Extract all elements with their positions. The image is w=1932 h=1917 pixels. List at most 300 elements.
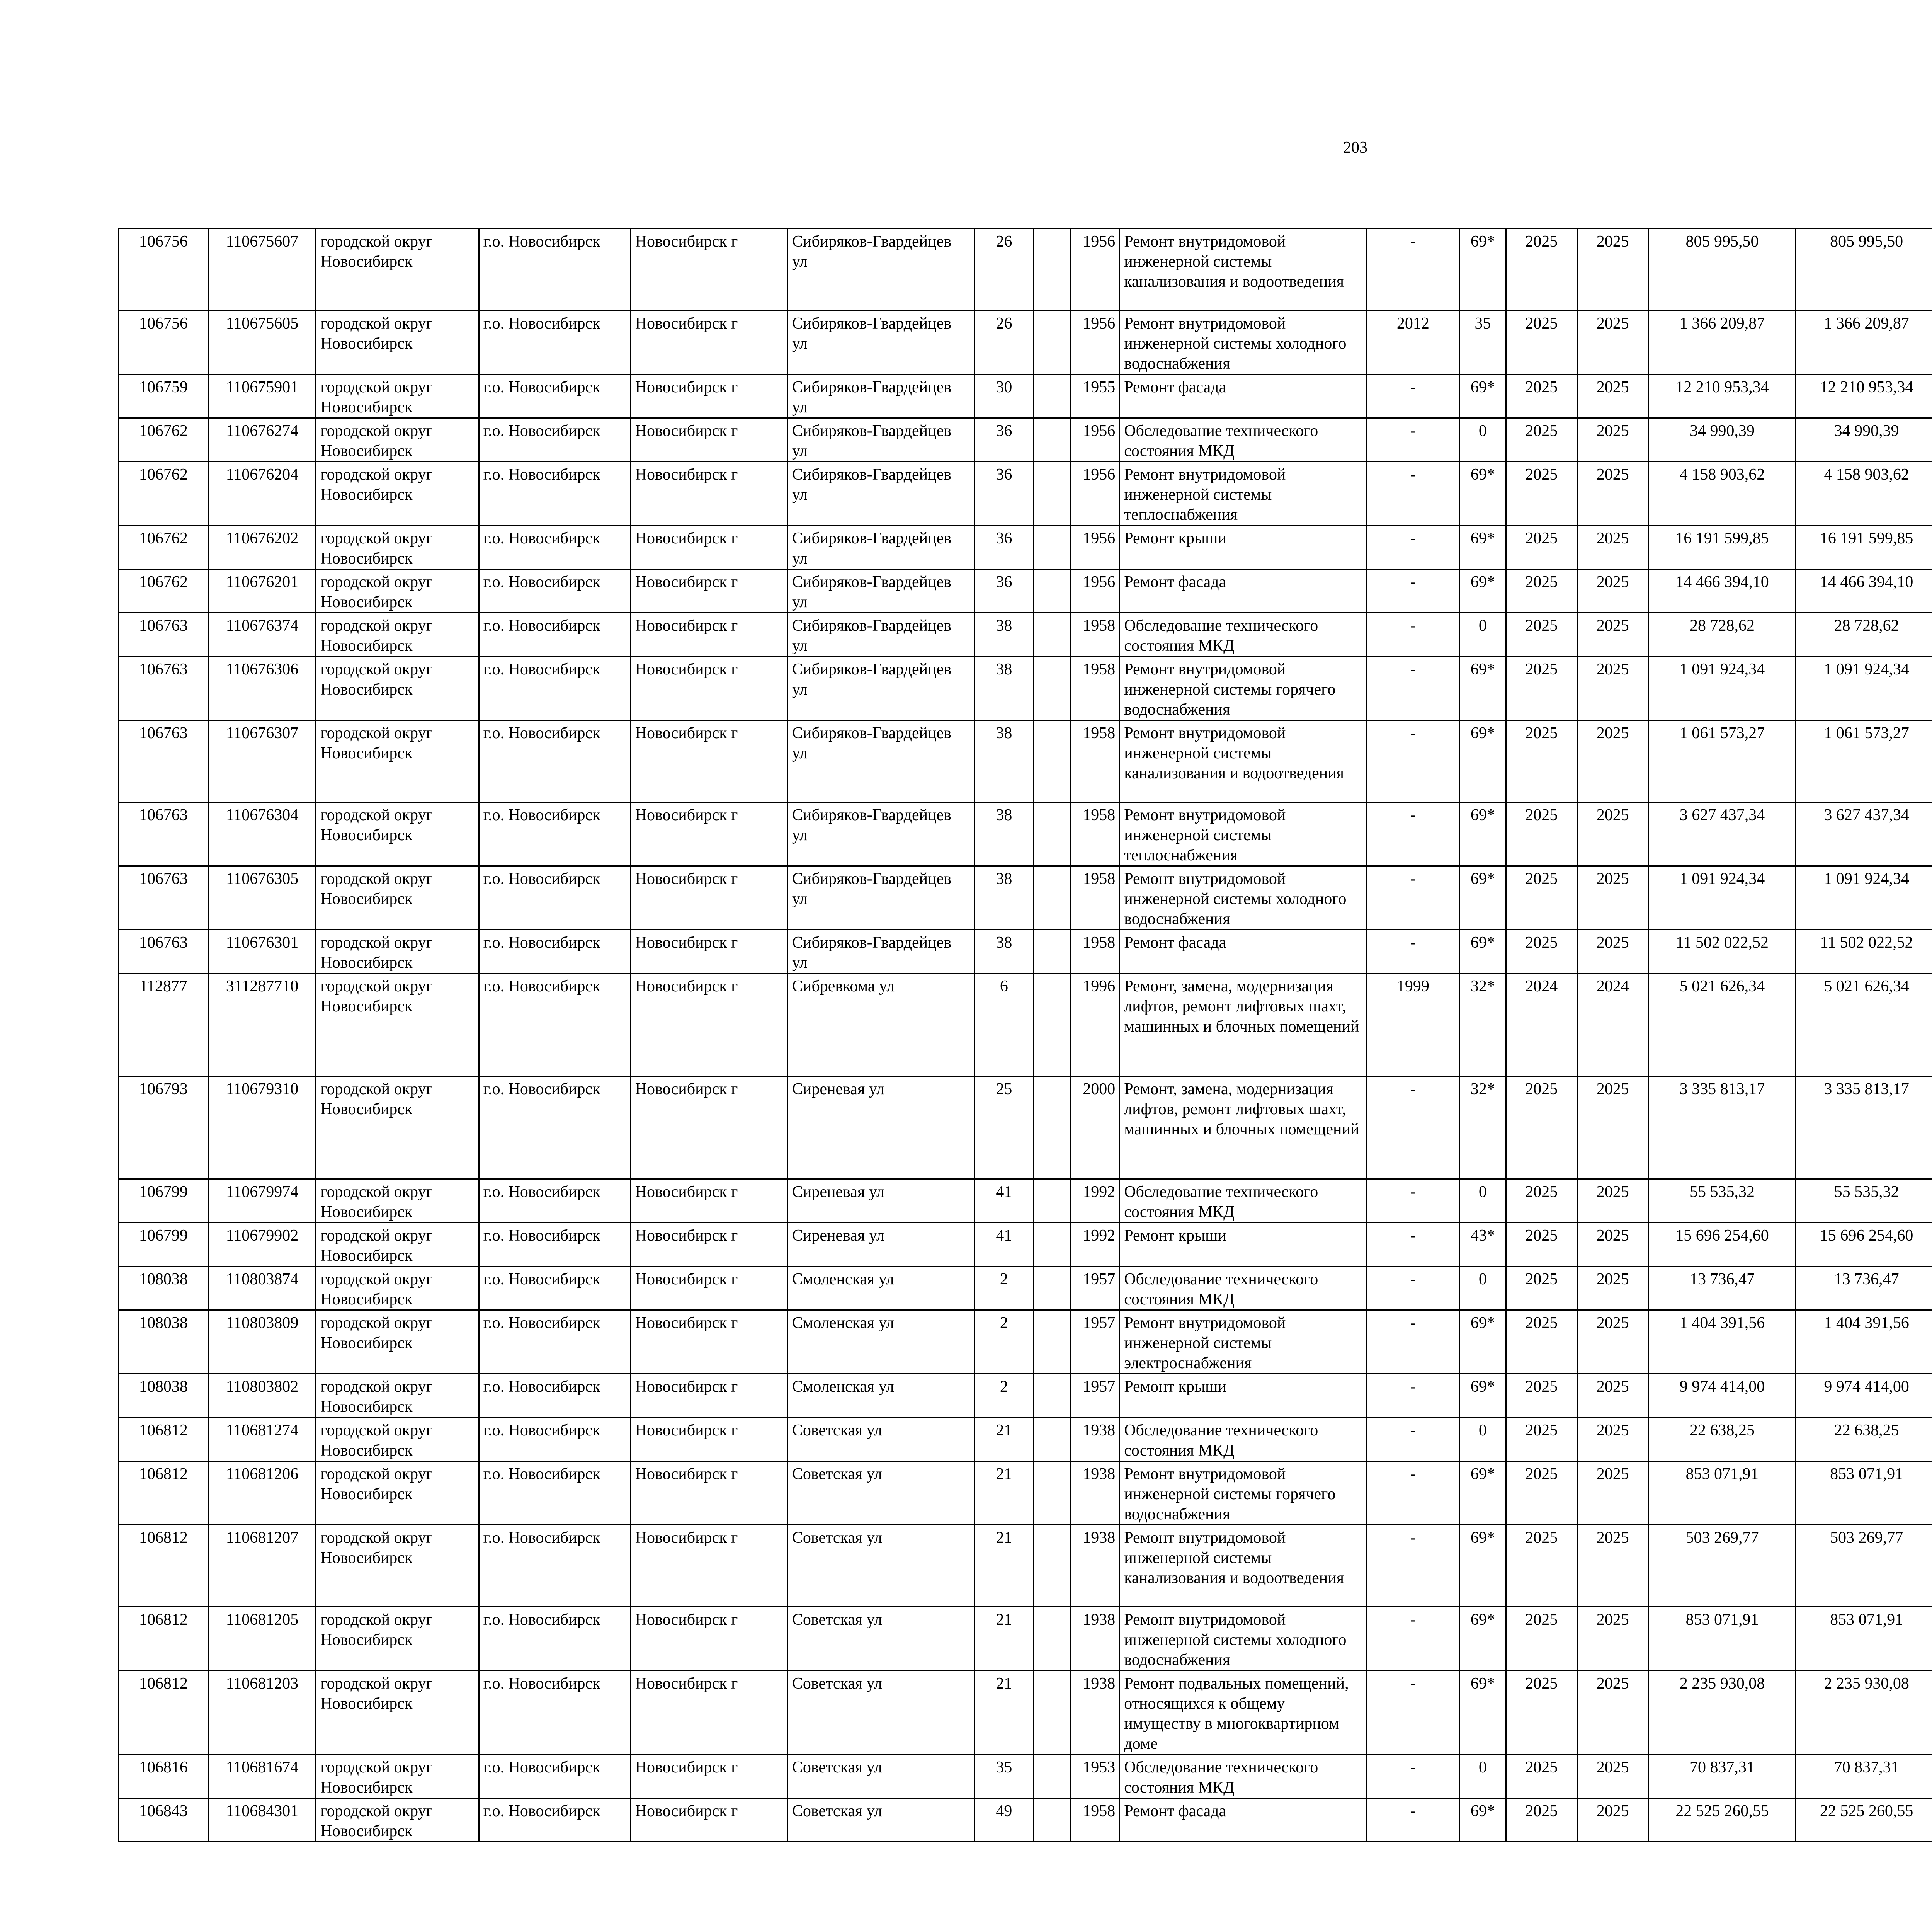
cell-plan-year-end: 2025 <box>1577 1310 1649 1374</box>
cell-district: городской округ Новосибирск <box>316 526 479 569</box>
cell-plan-year-start: 2025 <box>1506 229 1577 311</box>
cell-settlement: Новосибирск г <box>631 1798 787 1842</box>
cell-plan-year-start: 2025 <box>1506 1179 1577 1223</box>
cell-house-number: 38 <box>975 613 1034 657</box>
cell-house-id: 108038 <box>119 1310 209 1374</box>
cell-wear-percent: 69* <box>1459 866 1506 930</box>
cell-house-number: 21 <box>975 1461 1034 1525</box>
cell-municipality: г.о. Новосибирск <box>479 462 631 526</box>
cell-street: Советская ул <box>787 1418 974 1461</box>
cell-work-type: Обследование технического состояния МКД <box>1120 1267 1367 1310</box>
cell-building <box>1034 1671 1070 1755</box>
cell-building <box>1034 1418 1070 1461</box>
cell-municipality: г.о. Новосибирск <box>479 1310 631 1374</box>
cell-plan-year-end: 2025 <box>1577 1798 1649 1842</box>
cell-street: Сибиряков-Гвардейцев ул <box>787 613 974 657</box>
cell-street: Сибиряков-Гвардейцев ул <box>787 569 974 613</box>
cell-street: Советская ул <box>787 1755 974 1798</box>
cell-building <box>1034 1310 1070 1374</box>
cell-cost-owners-funds: 503 269,77 <box>1796 1525 1932 1607</box>
cell-work-id: 110679902 <box>208 1223 316 1267</box>
cell-district: городской округ Новосибирск <box>316 1671 479 1755</box>
cell-settlement: Новосибирск г <box>631 1525 787 1607</box>
cell-work-type: Ремонт внутридомовой инженерной системы холодного водоснабжения <box>1120 866 1367 930</box>
cell-house-id: 106762 <box>119 418 209 462</box>
cell-plan-year-end: 2025 <box>1577 569 1649 613</box>
cell-plan-year-end: 2025 <box>1577 1671 1649 1755</box>
cell-wear-percent: 43* <box>1459 1223 1506 1267</box>
cell-house-id: 106799 <box>119 1179 209 1223</box>
cell-settlement: Новосибирск г <box>631 657 787 720</box>
cell-wear-percent: 69* <box>1459 930 1506 974</box>
cell-house-number: 38 <box>975 866 1034 930</box>
table-row <box>119 1076 1932 1179</box>
cell-building <box>1034 1755 1070 1798</box>
cell-plan-year-start: 2025 <box>1506 1076 1577 1179</box>
cell-wear-percent: 69* <box>1459 526 1506 569</box>
cell-municipality: г.о. Новосибирск <box>479 1418 631 1461</box>
cell-house-id: 106763 <box>119 930 209 974</box>
cell-work-type: Обследование технического состояния МКД <box>1120 1179 1367 1223</box>
cell-district: городской округ Новосибирск <box>316 1267 479 1310</box>
cell-last-repair-year: - <box>1366 1525 1459 1607</box>
cell-year-built: 1938 <box>1070 1418 1119 1461</box>
cell-plan-year-end: 2025 <box>1577 1461 1649 1525</box>
table-body <box>119 229 1932 1842</box>
cell-plan-year-end: 2025 <box>1577 1374 1649 1418</box>
cell-house-id: 108038 <box>119 1267 209 1310</box>
cell-work-type: Обследование технического состояния МКД <box>1120 1418 1367 1461</box>
cell-plan-year-start: 2025 <box>1506 526 1577 569</box>
cell-street: Смоленская ул <box>787 1374 974 1418</box>
cell-district: городской округ Новосибирск <box>316 1798 479 1842</box>
cell-district: городской округ Новосибирск <box>316 974 479 1076</box>
cell-cost-owners-funds: 16 191 599,85 <box>1796 526 1932 569</box>
cell-last-repair-year: - <box>1366 375 1459 418</box>
cell-work-id: 110684301 <box>208 1798 316 1842</box>
cell-district: городской округ Новосибирск <box>316 1223 479 1267</box>
cell-district: городской округ Новосибирск <box>316 866 479 930</box>
cell-house-number: 49 <box>975 1798 1034 1842</box>
cell-settlement: Новосибирск г <box>631 311 787 375</box>
cell-district: городской округ Новосибирск <box>316 462 479 526</box>
cell-house-id: 106763 <box>119 802 209 866</box>
cell-street: Сибревкома ул <box>787 974 974 1076</box>
cell-cost-owners-funds: 70 837,31 <box>1796 1755 1932 1798</box>
cell-last-repair-year: - <box>1366 1461 1459 1525</box>
cell-plan-year-start: 2025 <box>1506 1461 1577 1525</box>
cell-last-repair-year: - <box>1366 1310 1459 1374</box>
cell-cost-owners-funds: 34 990,39 <box>1796 418 1932 462</box>
cell-street: Сибиряков-Гвардейцев ул <box>787 418 974 462</box>
cell-total-cost: 16 191 599,85 <box>1649 526 1796 569</box>
cell-work-type: Ремонт внутридомовой инженерной системы холодного водоснабжения <box>1120 311 1367 375</box>
cell-district: городской округ Новосибирск <box>316 1525 479 1607</box>
cell-settlement: Новосибирск г <box>631 1267 787 1310</box>
cell-district: городской округ Новосибирск <box>316 311 479 375</box>
cell-plan-year-start: 2025 <box>1506 1798 1577 1842</box>
cell-year-built: 1953 <box>1070 1755 1119 1798</box>
cell-municipality: г.о. Новосибирск <box>479 974 631 1076</box>
cell-work-type: Обследование технического состояния МКД <box>1120 1755 1367 1798</box>
cell-street: Советская ул <box>787 1671 974 1755</box>
cell-municipality: г.о. Новосибирск <box>479 311 631 375</box>
cell-building <box>1034 657 1070 720</box>
cell-cost-owners-funds: 805 995,50 <box>1796 229 1932 311</box>
cell-last-repair-year: - <box>1366 526 1459 569</box>
cell-work-type: Ремонт крыши <box>1120 526 1367 569</box>
table-row <box>119 1310 1932 1374</box>
cell-last-repair-year: - <box>1366 418 1459 462</box>
cell-work-type: Ремонт, замена, модернизация лифтов, ремонт лифтовых шахт, машинных и блочных помещений <box>1120 1076 1367 1179</box>
cell-street: Сиреневая ул <box>787 1179 974 1223</box>
cell-municipality: г.о. Новосибирск <box>479 229 631 311</box>
cell-building <box>1034 462 1070 526</box>
cell-year-built: 1956 <box>1070 569 1119 613</box>
cell-municipality: г.о. Новосибирск <box>479 930 631 974</box>
cell-year-built: 2000 <box>1070 1076 1119 1179</box>
cell-building <box>1034 1076 1070 1179</box>
cell-year-built: 1938 <box>1070 1525 1119 1607</box>
cell-total-cost: 4 158 903,62 <box>1649 462 1796 526</box>
cell-plan-year-end: 2024 <box>1577 974 1649 1076</box>
cell-cost-owners-funds: 9 974 414,00 <box>1796 1374 1932 1418</box>
cell-street: Сибиряков-Гвардейцев ул <box>787 657 974 720</box>
table-row <box>119 1607 1932 1671</box>
cell-year-built: 1958 <box>1070 802 1119 866</box>
cell-settlement: Новосибирск г <box>631 1179 787 1223</box>
cell-street: Сибиряков-Гвардейцев ул <box>787 462 974 526</box>
cell-plan-year-start: 2025 <box>1506 1310 1577 1374</box>
cell-work-id: 110675901 <box>208 375 316 418</box>
cell-year-built: 1992 <box>1070 1223 1119 1267</box>
cell-plan-year-start: 2025 <box>1506 1607 1577 1671</box>
table-row <box>119 720 1932 802</box>
cell-plan-year-start: 2024 <box>1506 974 1577 1076</box>
cell-settlement: Новосибирск г <box>631 569 787 613</box>
cell-house-number: 2 <box>975 1310 1034 1374</box>
cell-cost-owners-funds: 1 091 924,34 <box>1796 866 1932 930</box>
cell-cost-owners-funds: 853 071,91 <box>1796 1461 1932 1525</box>
cell-plan-year-end: 2025 <box>1577 657 1649 720</box>
cell-settlement: Новосибирск г <box>631 1671 787 1755</box>
cell-building <box>1034 1461 1070 1525</box>
table-row <box>119 1671 1932 1755</box>
cell-cost-owners-funds: 11 502 022,52 <box>1796 930 1932 974</box>
cell-year-built: 1957 <box>1070 1310 1119 1374</box>
cell-work-id: 110676307 <box>208 720 316 802</box>
cell-municipality: г.о. Новосибирск <box>479 1374 631 1418</box>
cell-total-cost: 3 627 437,34 <box>1649 802 1796 866</box>
cell-street: Советская ул <box>787 1525 974 1607</box>
cell-work-id: 110676274 <box>208 418 316 462</box>
cell-district: городской округ Новосибирск <box>316 569 479 613</box>
cell-wear-percent: 0 <box>1459 613 1506 657</box>
cell-wear-percent: 69* <box>1459 1525 1506 1607</box>
cell-work-type: Ремонт крыши <box>1120 1223 1367 1267</box>
table-row <box>119 802 1932 866</box>
cell-house-id: 112877 <box>119 974 209 1076</box>
cell-work-type: Обследование технического состояния МКД <box>1120 613 1367 657</box>
cell-work-id: 110675605 <box>208 311 316 375</box>
cell-municipality: г.о. Новосибирск <box>479 1179 631 1223</box>
cell-district: городской округ Новосибирск <box>316 1461 479 1525</box>
cell-year-built: 1958 <box>1070 1798 1119 1842</box>
cell-total-cost: 9 974 414,00 <box>1649 1374 1796 1418</box>
cell-work-id: 110681205 <box>208 1607 316 1671</box>
cell-street: Советская ул <box>787 1607 974 1671</box>
cell-building <box>1034 974 1070 1076</box>
cell-total-cost: 1 366 209,87 <box>1649 311 1796 375</box>
cell-district: городской округ Новосибирск <box>316 720 479 802</box>
cell-wear-percent: 0 <box>1459 1179 1506 1223</box>
cell-work-type: Ремонт фасада <box>1120 569 1367 613</box>
table-row <box>119 1374 1932 1418</box>
cell-house-number: 38 <box>975 720 1034 802</box>
cell-last-repair-year: 2012 <box>1366 311 1459 375</box>
cell-house-id: 106812 <box>119 1525 209 1607</box>
table-row <box>119 1267 1932 1310</box>
table-row <box>119 1223 1932 1267</box>
cell-work-id: 110676202 <box>208 526 316 569</box>
cell-year-built: 1958 <box>1070 720 1119 802</box>
cell-last-repair-year: - <box>1366 930 1459 974</box>
cell-cost-owners-funds: 15 696 254,60 <box>1796 1223 1932 1267</box>
cell-house-number: 35 <box>975 1755 1034 1798</box>
cell-building <box>1034 1798 1070 1842</box>
cell-plan-year-start: 2025 <box>1506 311 1577 375</box>
table-row <box>119 1525 1932 1607</box>
cell-building <box>1034 613 1070 657</box>
cell-plan-year-start: 2025 <box>1506 613 1577 657</box>
cell-wear-percent: 69* <box>1459 720 1506 802</box>
cell-district: городской округ Новосибирск <box>316 1076 479 1179</box>
table-row <box>119 1461 1932 1525</box>
cell-year-built: 1958 <box>1070 930 1119 974</box>
cell-total-cost: 1 061 573,27 <box>1649 720 1796 802</box>
cell-work-id: 110675607 <box>208 229 316 311</box>
cell-settlement: Новосибирск г <box>631 1223 787 1267</box>
cell-wear-percent: 0 <box>1459 1267 1506 1310</box>
table-row <box>119 974 1932 1076</box>
cell-plan-year-end: 2025 <box>1577 802 1649 866</box>
cell-settlement: Новосибирск г <box>631 375 787 418</box>
cell-house-id: 106756 <box>119 311 209 375</box>
cell-work-id: 110679974 <box>208 1179 316 1223</box>
cell-building <box>1034 802 1070 866</box>
cell-last-repair-year: - <box>1366 1076 1459 1179</box>
cell-settlement: Новосибирск г <box>631 720 787 802</box>
cell-cost-owners-funds: 13 736,47 <box>1796 1267 1932 1310</box>
cell-street: Советская ул <box>787 1798 974 1842</box>
cell-building <box>1034 866 1070 930</box>
cell-wear-percent: 69* <box>1459 229 1506 311</box>
cell-work-id: 110676301 <box>208 930 316 974</box>
cell-plan-year-start: 2025 <box>1506 1671 1577 1755</box>
cell-total-cost: 22 638,25 <box>1649 1418 1796 1461</box>
cell-year-built: 1956 <box>1070 418 1119 462</box>
cell-plan-year-end: 2025 <box>1577 526 1649 569</box>
cell-year-built: 1938 <box>1070 1607 1119 1671</box>
cell-municipality: г.о. Новосибирск <box>479 1755 631 1798</box>
cell-work-id: 110681207 <box>208 1525 316 1607</box>
cell-house-number: 41 <box>975 1223 1034 1267</box>
cell-building <box>1034 311 1070 375</box>
cell-work-type: Ремонт внутридомовой инженерной системы теплоснабжения <box>1120 462 1367 526</box>
cell-building <box>1034 526 1070 569</box>
cell-municipality: г.о. Новосибирск <box>479 802 631 866</box>
cell-work-type: Ремонт внутридомовой инженерной системы теплоснабжения <box>1120 802 1367 866</box>
cell-municipality: г.о. Новосибирск <box>479 418 631 462</box>
cell-settlement: Новосибирск г <box>631 1607 787 1671</box>
cell-municipality: г.о. Новосибирск <box>479 1076 631 1179</box>
cell-last-repair-year: - <box>1366 1223 1459 1267</box>
cell-total-cost: 1 091 924,34 <box>1649 866 1796 930</box>
cell-work-id: 110676204 <box>208 462 316 526</box>
cell-street: Советская ул <box>787 1461 974 1525</box>
cell-plan-year-start: 2025 <box>1506 657 1577 720</box>
cell-plan-year-start: 2025 <box>1506 1267 1577 1310</box>
cell-work-type: Ремонт внутридомовой инженерной системы канализования и водоотведения <box>1120 720 1367 802</box>
cell-plan-year-end: 2025 <box>1577 720 1649 802</box>
cell-cost-owners-funds: 55 535,32 <box>1796 1179 1932 1223</box>
cell-district: городской округ Новосибирск <box>316 930 479 974</box>
cell-street: Сибиряков-Гвардейцев ул <box>787 866 974 930</box>
cell-building <box>1034 720 1070 802</box>
cell-work-id: 110676304 <box>208 802 316 866</box>
table-row <box>119 1418 1932 1461</box>
cell-house-number: 25 <box>975 1076 1034 1179</box>
cell-year-built: 1956 <box>1070 462 1119 526</box>
capital-repair-table <box>118 228 1932 1842</box>
cell-house-number: 2 <box>975 1267 1034 1310</box>
cell-wear-percent: 69* <box>1459 1310 1506 1374</box>
cell-house-id: 106763 <box>119 613 209 657</box>
table-row <box>119 613 1932 657</box>
cell-wear-percent: 69* <box>1459 657 1506 720</box>
cell-year-built: 1956 <box>1070 526 1119 569</box>
cell-settlement: Новосибирск г <box>631 1310 787 1374</box>
cell-plan-year-end: 2025 <box>1577 462 1649 526</box>
cell-year-built: 1955 <box>1070 375 1119 418</box>
cell-house-id: 106843 <box>119 1798 209 1842</box>
cell-house-id: 106812 <box>119 1461 209 1525</box>
cell-wear-percent: 32* <box>1459 1076 1506 1179</box>
cell-plan-year-start: 2025 <box>1506 720 1577 802</box>
cell-plan-year-end: 2025 <box>1577 866 1649 930</box>
cell-wear-percent: 32* <box>1459 974 1506 1076</box>
table-row <box>119 866 1932 930</box>
cell-plan-year-end: 2025 <box>1577 1525 1649 1607</box>
cell-wear-percent: 0 <box>1459 1418 1506 1461</box>
cell-settlement: Новосибирск г <box>631 1374 787 1418</box>
cell-street: Смоленская ул <box>787 1267 974 1310</box>
cell-work-id: 110803874 <box>208 1267 316 1310</box>
cell-street: Сибиряков-Гвардейцев ул <box>787 930 974 974</box>
cell-plan-year-end: 2025 <box>1577 1267 1649 1310</box>
cell-district: городской округ Новосибирск <box>316 802 479 866</box>
cell-wear-percent: 69* <box>1459 569 1506 613</box>
cell-house-id: 108038 <box>119 1374 209 1418</box>
cell-house-id: 106812 <box>119 1607 209 1671</box>
cell-cost-owners-funds: 1 366 209,87 <box>1796 311 1932 375</box>
cell-street: Сибиряков-Гвардейцев ул <box>787 526 974 569</box>
cell-house-number: 36 <box>975 526 1034 569</box>
table-row <box>119 375 1932 418</box>
cell-work-id: 110681203 <box>208 1671 316 1755</box>
cell-total-cost: 3 335 813,17 <box>1649 1076 1796 1179</box>
cell-last-repair-year: - <box>1366 720 1459 802</box>
cell-plan-year-start: 2025 <box>1506 418 1577 462</box>
cell-last-repair-year: - <box>1366 1798 1459 1842</box>
cell-year-built: 1957 <box>1070 1374 1119 1418</box>
cell-settlement: Новосибирск г <box>631 1076 787 1179</box>
table-row <box>119 657 1932 720</box>
cell-total-cost: 15 696 254,60 <box>1649 1223 1796 1267</box>
cell-municipality: г.о. Новосибирск <box>479 866 631 930</box>
cell-municipality: г.о. Новосибирск <box>479 1223 631 1267</box>
cell-plan-year-end: 2025 <box>1577 1076 1649 1179</box>
cell-plan-year-start: 2025 <box>1506 462 1577 526</box>
cell-municipality: г.о. Новосибирск <box>479 613 631 657</box>
cell-total-cost: 805 995,50 <box>1649 229 1796 311</box>
cell-work-type: Ремонт внутридомовой инженерной системы холодного водоснабжения <box>1120 1607 1367 1671</box>
cell-district: городской округ Новосибирск <box>316 229 479 311</box>
cell-cost-owners-funds: 14 466 394,10 <box>1796 569 1932 613</box>
cell-total-cost: 12 210 953,34 <box>1649 375 1796 418</box>
cell-street: Сибиряков-Гвардейцев ул <box>787 229 974 311</box>
cell-work-id: 110803802 <box>208 1374 316 1418</box>
cell-street: Сибиряков-Гвардейцев ул <box>787 802 974 866</box>
cell-total-cost: 853 071,91 <box>1649 1461 1796 1525</box>
cell-total-cost: 853 071,91 <box>1649 1607 1796 1671</box>
cell-cost-owners-funds: 28 728,62 <box>1796 613 1932 657</box>
cell-municipality: г.о. Новосибирск <box>479 1671 631 1755</box>
cell-settlement: Новосибирск г <box>631 462 787 526</box>
cell-settlement: Новосибирск г <box>631 418 787 462</box>
cell-work-type: Ремонт внутридомовой инженерной системы канализования и водоотведения <box>1120 229 1367 311</box>
cell-cost-owners-funds: 12 210 953,34 <box>1796 375 1932 418</box>
cell-plan-year-start: 2025 <box>1506 802 1577 866</box>
cell-work-type: Ремонт внутридомовой инженерной системы электроснабжения <box>1120 1310 1367 1374</box>
table-row <box>119 526 1932 569</box>
cell-municipality: г.о. Новосибирск <box>479 1607 631 1671</box>
cell-last-repair-year: - <box>1366 229 1459 311</box>
cell-house-number: 21 <box>975 1671 1034 1755</box>
cell-district: городской округ Новосибирск <box>316 1418 479 1461</box>
cell-plan-year-end: 2025 <box>1577 1223 1649 1267</box>
cell-district: городской округ Новосибирск <box>316 375 479 418</box>
cell-house-number: 30 <box>975 375 1034 418</box>
cell-settlement: Новосибирск г <box>631 802 787 866</box>
cell-plan-year-start: 2025 <box>1506 1418 1577 1461</box>
cell-total-cost: 70 837,31 <box>1649 1755 1796 1798</box>
cell-municipality: г.о. Новосибирск <box>479 569 631 613</box>
cell-work-type: Ремонт внутридомовой инженерной системы горячего водоснабжения <box>1120 1461 1367 1525</box>
cell-building <box>1034 1223 1070 1267</box>
cell-last-repair-year: - <box>1366 1671 1459 1755</box>
cell-street: Смоленская ул <box>787 1310 974 1374</box>
cell-street: Сибиряков-Гвардейцев ул <box>787 375 974 418</box>
cell-year-built: 1938 <box>1070 1461 1119 1525</box>
cell-total-cost: 28 728,62 <box>1649 613 1796 657</box>
cell-settlement: Новосибирск г <box>631 1461 787 1525</box>
cell-wear-percent: 69* <box>1459 1461 1506 1525</box>
cell-house-number: 38 <box>975 657 1034 720</box>
cell-municipality: г.о. Новосибирск <box>479 657 631 720</box>
cell-year-built: 1992 <box>1070 1179 1119 1223</box>
cell-street: Сибиряков-Гвардейцев ул <box>787 311 974 375</box>
